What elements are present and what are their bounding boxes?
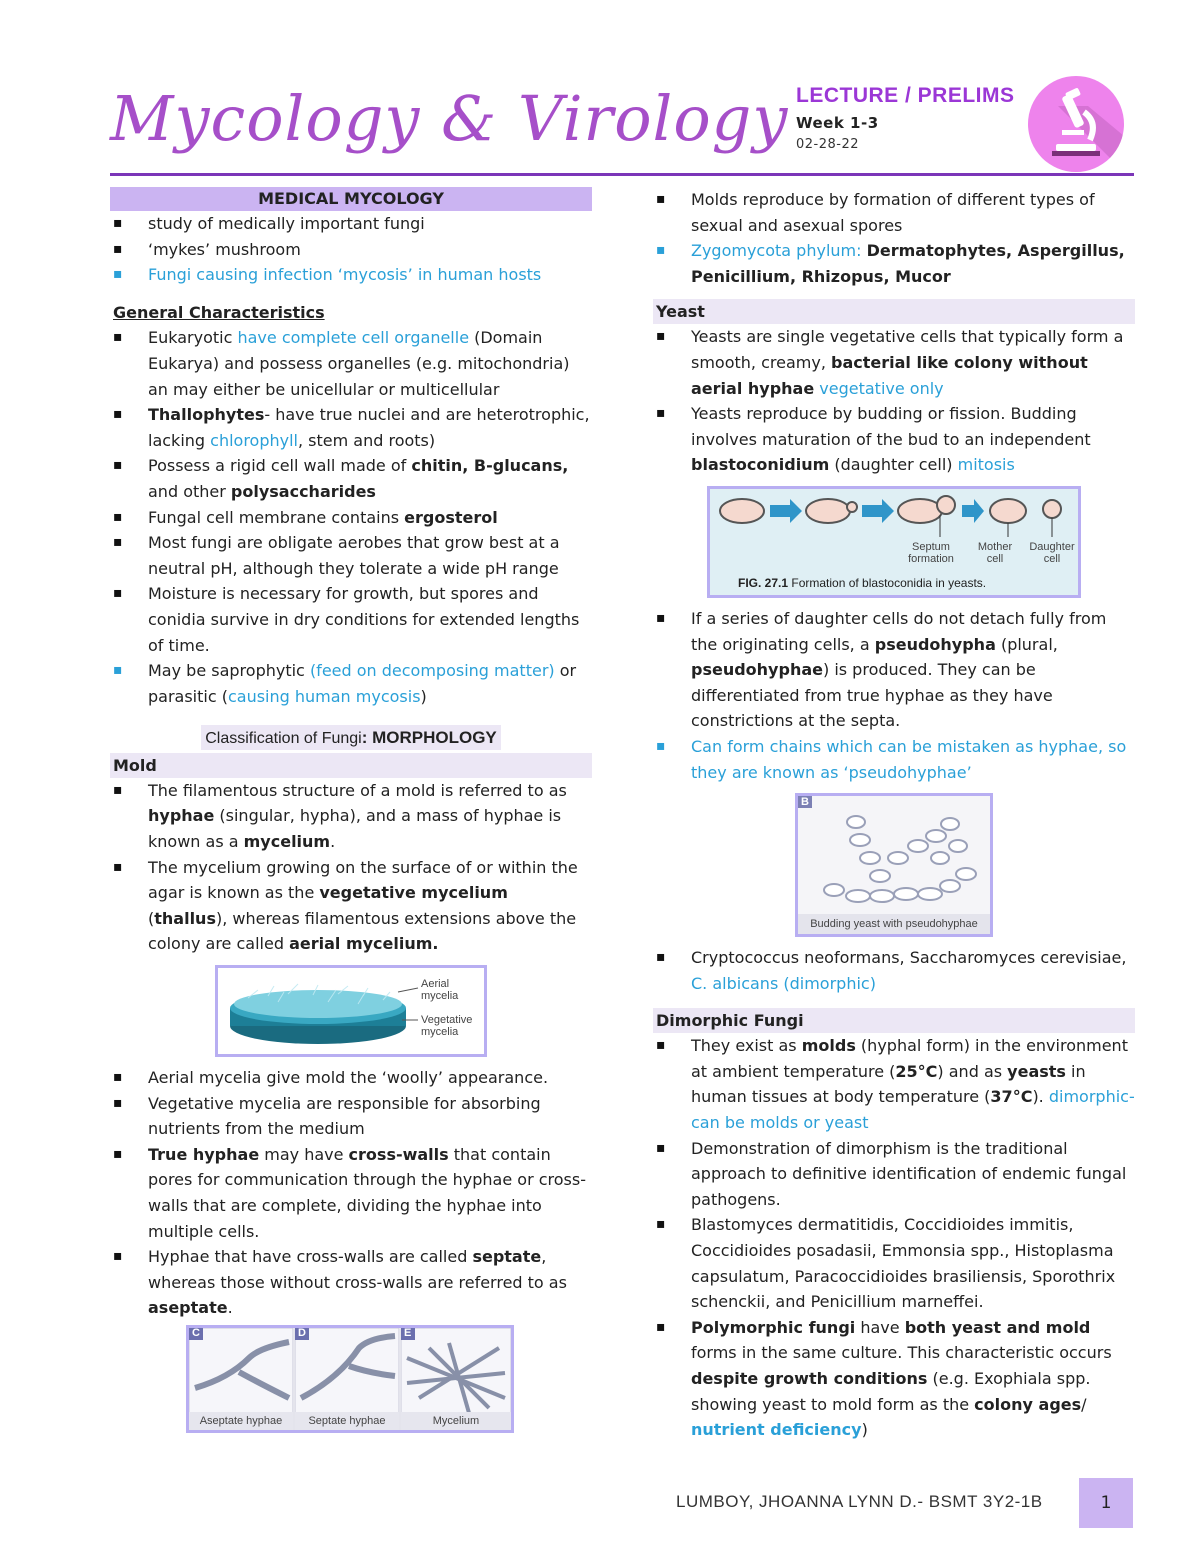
- list-item: ▪ study of medically important fungi: [110, 211, 592, 237]
- mold-heading: Mold: [110, 753, 592, 778]
- header-divider: [110, 173, 1134, 176]
- page-header: [110, 70, 1135, 180]
- document-title: Mycology & Virology: [110, 82, 789, 155]
- dimorphic-fungi-heading: Dimorphic Fungi: [653, 1008, 1135, 1033]
- section-title-medical-mycology: MEDICAL MYCOLOGY: [110, 187, 592, 211]
- pseudohyphae-illustration: [798, 796, 990, 934]
- page-footer: [676, 1478, 1136, 1528]
- list-item: ▪ True hyphae may have cross-walls that contain pores for communication through the hyphae or cross-walls that are complete, dividing the hyphae into multiple cells.: [110, 1142, 592, 1244]
- mold-reproduction-list: [653, 187, 1135, 289]
- list-item: ▪ If a series of daughter cells do not detach fully from the originating cells, a pseudohypha (plural, pseudohyphae) is produced. They can be differentiated from true hyphae as they have constrictions at the septa.: [653, 606, 1135, 734]
- figure-letter-c: C: [192, 1326, 200, 1339]
- blastoconidia-figure: [707, 486, 1081, 598]
- list-item: ▪ Fungal cell membrane contains ergosterol: [110, 505, 592, 531]
- header-meta: [796, 84, 1015, 152]
- list-item: ▪ Cryptococcus neoformans, Saccharomyces cerevisiae, C. albicans (dimorphic): [653, 945, 1135, 996]
- lecture-label: LECTURE / PRELIMS: [796, 84, 1015, 107]
- list-item: ▪ Most fungi are obligate aerobes that grow best at a neutral pH, although they tolerate a wide pH range: [110, 530, 592, 581]
- list-item: ▪ Fungi causing infection ‘mycosis’ in human hosts: [110, 262, 592, 288]
- list-item: ▪ They exist as molds (hyphal form) in the environment at ambient temperature (25°C) and as yeasts in human tissues at body temperature (37°C). dimorphic- can be molds or yeast: [653, 1033, 1135, 1135]
- yeast-heading: Yeast: [653, 299, 1135, 324]
- dimorphic-list: [653, 1033, 1135, 1443]
- date-label: 02-28-22: [796, 137, 860, 152]
- left-column: [110, 187, 592, 1441]
- mold-list: [110, 778, 592, 957]
- general-characteristics-heading: General Characteristics: [113, 302, 325, 322]
- list-item: ▪ May be saprophytic (feed on decomposing matter) or parasitic (causing human mycosis): [110, 658, 592, 709]
- figure-letter-d: D: [298, 1326, 306, 1339]
- mother-cell-label: Mother cell: [977, 540, 1013, 565]
- right-column: [653, 187, 1135, 1443]
- page-number: 1: [1079, 1478, 1133, 1528]
- yeast-examples-list: [653, 945, 1135, 996]
- list-item: ▪ Zygomycota phylum: Dermatophytes, Aspergillus, Penicillium, Rhizopus, Mucor: [653, 238, 1135, 289]
- list-item: ▪ The mycelium growing on the surface of or within the agar is known as the vegetative mycelium (thallus), whereas filamentous extensions above the colony are called aerial mycelium.: [110, 855, 592, 957]
- septate-caption: Septate hyphae: [308, 1414, 386, 1427]
- list-item: ▪ Molds reproduce by formation of different types of sexual and asexual spores: [653, 187, 1135, 238]
- list-item: ▪ Hyphae that have cross-walls are called septate, whereas those without cross-walls are referred to as aseptate.: [110, 1244, 592, 1321]
- list-item: ▪ Vegetative mycelia are responsible for absorbing nutrients from the medium: [110, 1091, 592, 1142]
- hyphae-figure: [186, 1325, 514, 1433]
- figure-letter-b: B: [801, 796, 809, 809]
- septum-formation-label: Septum formation: [908, 540, 954, 565]
- general-characteristics-list: [110, 325, 592, 709]
- list-item: ▪ Polymorphic fungi have both yeast and mold forms in the same culture. This characteristic occurs despite growth conditions (e.g. Exophiala spp. showing yeast to mold form as the colony ages/ nutrient deficiency): [653, 1315, 1135, 1443]
- author-name: LUMBOY, JHOANNA LYNN D.- BSMT 3Y2-1B: [676, 1492, 1043, 1511]
- list-item: ▪ Yeasts are single vegetative cells that typically form a smooth, creamy, bacterial like colony without aerial hyphae vegetative only: [653, 324, 1135, 401]
- daughter-cell-label: Daughter cell: [1029, 540, 1075, 565]
- aerial-mycelia-label: Aerial mycelia: [421, 978, 459, 1003]
- list-item: ▪ The filamentous structure of a mold is referred to as hyphae (singular, hypha), and a mass of hyphae is known as a mycelium.: [110, 778, 592, 855]
- list-item: ▪ Blastomyces dermatitidis, Coccidioides immitis, Coccidioides posadasii, Emmonsia spp., Histoplasma capsulatum, Paracoccidioides brasiliensis, Sporothrix schenckii, and Penicillium marneffei.: [653, 1212, 1135, 1314]
- list-item: ▪ ‘mykes’ mushroom: [110, 237, 592, 263]
- aseptate-caption: Aseptate hyphae: [199, 1414, 283, 1427]
- blastoconidia-caption: FIG. 27.1 Formation of blastoconidia in yeasts.: [738, 575, 987, 590]
- yeast-list: [653, 324, 1135, 478]
- list-item: ▪ Possess a rigid cell wall made of chitin, B-glucans, and other polysaccharides: [110, 453, 592, 504]
- petri-dish-figure: [215, 965, 487, 1057]
- mold-list-continued: [110, 1065, 592, 1321]
- vegetative-mycelia-label: Vegetative mycelia: [421, 1014, 473, 1039]
- list-item: ▪ Yeasts reproduce by budding or fission. Budding involves maturation of the bud to an independent blastoconidium (daughter cell) mitosis: [653, 401, 1135, 478]
- pseudohyphae-list: [653, 606, 1135, 785]
- list-item: ▪ Demonstration of dimorphism is the traditional approach to definitive identification of endemic fungal pathogens.: [653, 1136, 1135, 1213]
- pseudohyphae-caption: Budding yeast with pseudohyphae: [810, 918, 978, 931]
- intro-list: [110, 211, 592, 288]
- mycelium-caption: Mycelium: [432, 1414, 480, 1427]
- list-item: ▪ Can form chains which can be mistaken as hyphae, so they are known as ‘pseudohyphae’: [653, 734, 1135, 785]
- list-item: ▪ Moisture is necessary for growth, but spores and conidia survive in dry conditions for extended lengths of time.: [110, 581, 592, 658]
- week-label: Week 1-3: [796, 114, 879, 132]
- pseudohyphae-figure: [795, 793, 993, 937]
- figure-letter-e: E: [404, 1326, 412, 1339]
- list-item: ▪ Thallophytes- have true nuclei and are heterotrophic, lacking chlorophyll, stem and roots): [110, 402, 592, 453]
- microscope-icon: [1028, 76, 1124, 172]
- list-item: ▪ Eukaryotic have complete cell organelle (Domain Eukarya) and possess organelles (e.g. mitochondria) an may either be unicellular or multicellular: [110, 325, 592, 402]
- classification-heading: Classification of Fungi: MORPHOLOGY: [201, 725, 501, 750]
- list-item: ▪ Aerial mycelia give mold the ‘woolly’ appearance.: [110, 1065, 592, 1091]
